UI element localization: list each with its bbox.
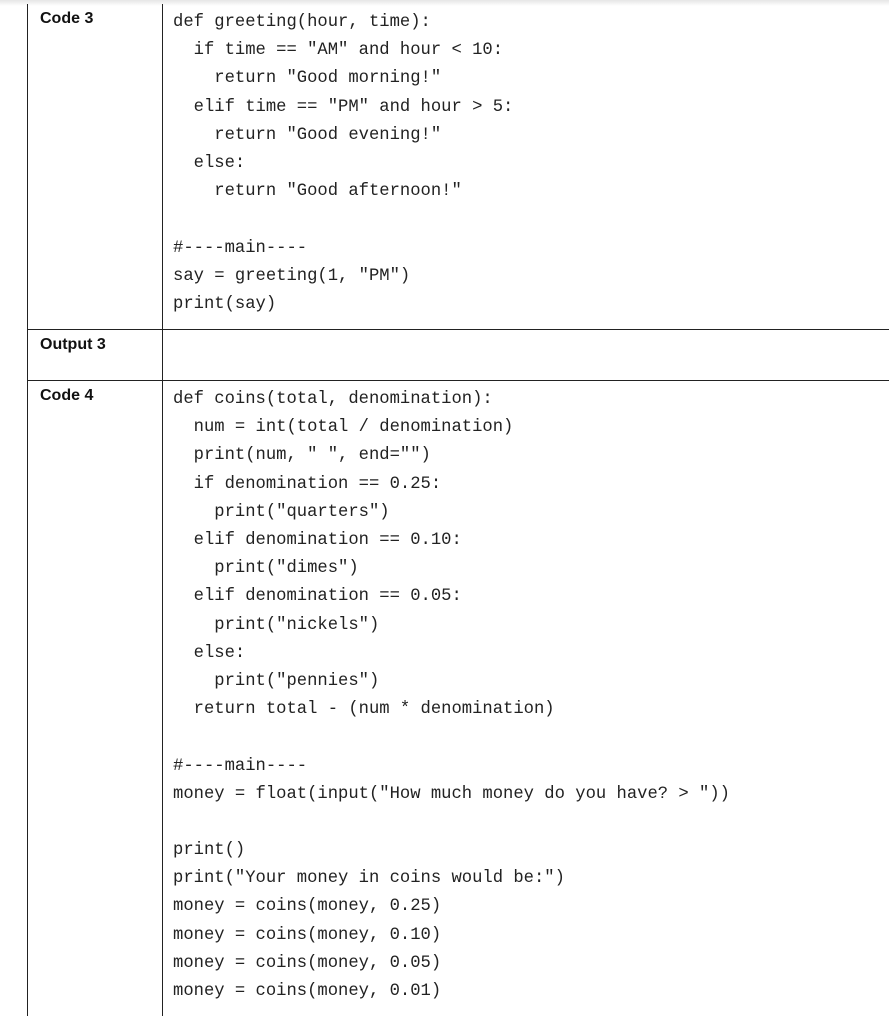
code-output-table (27, 4, 889, 1016)
code-line: print("Your money in coins would be:") (173, 869, 565, 889)
code-line (173, 809, 889, 837)
code-line: else: (173, 153, 246, 173)
code-line: elif denomination == 0.10: (173, 531, 462, 550)
code-3-block (173, 9, 889, 319)
code-line: print(say) (173, 294, 277, 314)
code-line: money = coins(money, 0.10) (173, 925, 442, 945)
code-line: money = coins(money, 0.25) (173, 897, 442, 917)
code-line: if time == "AM" and hour < 10: (173, 41, 504, 61)
code-line: if denomination == 0.25: (173, 474, 442, 494)
code-line: #----main---- (173, 238, 308, 258)
code-line: elif denomination == 0.05: (173, 587, 462, 607)
code-line: money = float(input("How much money do you have? > ")) (173, 784, 730, 804)
code-3-row (28, 4, 889, 330)
code-line: print() (173, 841, 246, 861)
code-line: def greeting(hour, time): (173, 13, 431, 32)
code-line (173, 724, 889, 752)
code-line (173, 206, 889, 234)
code-line: print(num, " ", end="") (173, 446, 431, 466)
code-line: def coins(total, denomination): (173, 390, 493, 410)
code-line: else: (173, 643, 246, 663)
code-line: return "Good evening!" (173, 125, 442, 145)
code-3-content (163, 4, 889, 330)
code-line: print("nickels") (173, 615, 380, 635)
code-line: print("pennies") (173, 671, 380, 691)
code-line: money = coins(money, 0.01) (173, 982, 442, 1001)
code-line: print("quarters") (173, 502, 390, 522)
code-line: elif time == "PM" and hour > 5: (173, 97, 514, 117)
code-table-container (27, 4, 889, 1016)
code-line: return "Good afternoon!" (173, 182, 462, 202)
code-4-block (173, 386, 889, 1006)
output-3-row (28, 330, 889, 381)
code-line: return total - (num * denomination) (173, 700, 555, 720)
code-line: say = greeting(1, "PM") (173, 266, 411, 286)
code-line: print("dimes") (173, 559, 359, 579)
output-3-label: Output 3 (28, 330, 163, 381)
code-line: #----main---- (173, 756, 308, 776)
code-4-row (28, 381, 889, 1017)
code-4-label: Code 4 (28, 381, 163, 1017)
code-3-label: Code 3 (28, 4, 163, 330)
code-line: return "Good morning!" (173, 69, 442, 89)
code-line: money = coins(money, 0.05) (173, 953, 442, 973)
code-4-content (163, 381, 889, 1017)
code-line: num = int(total / denomination) (173, 418, 514, 438)
output-3-content (163, 330, 889, 381)
